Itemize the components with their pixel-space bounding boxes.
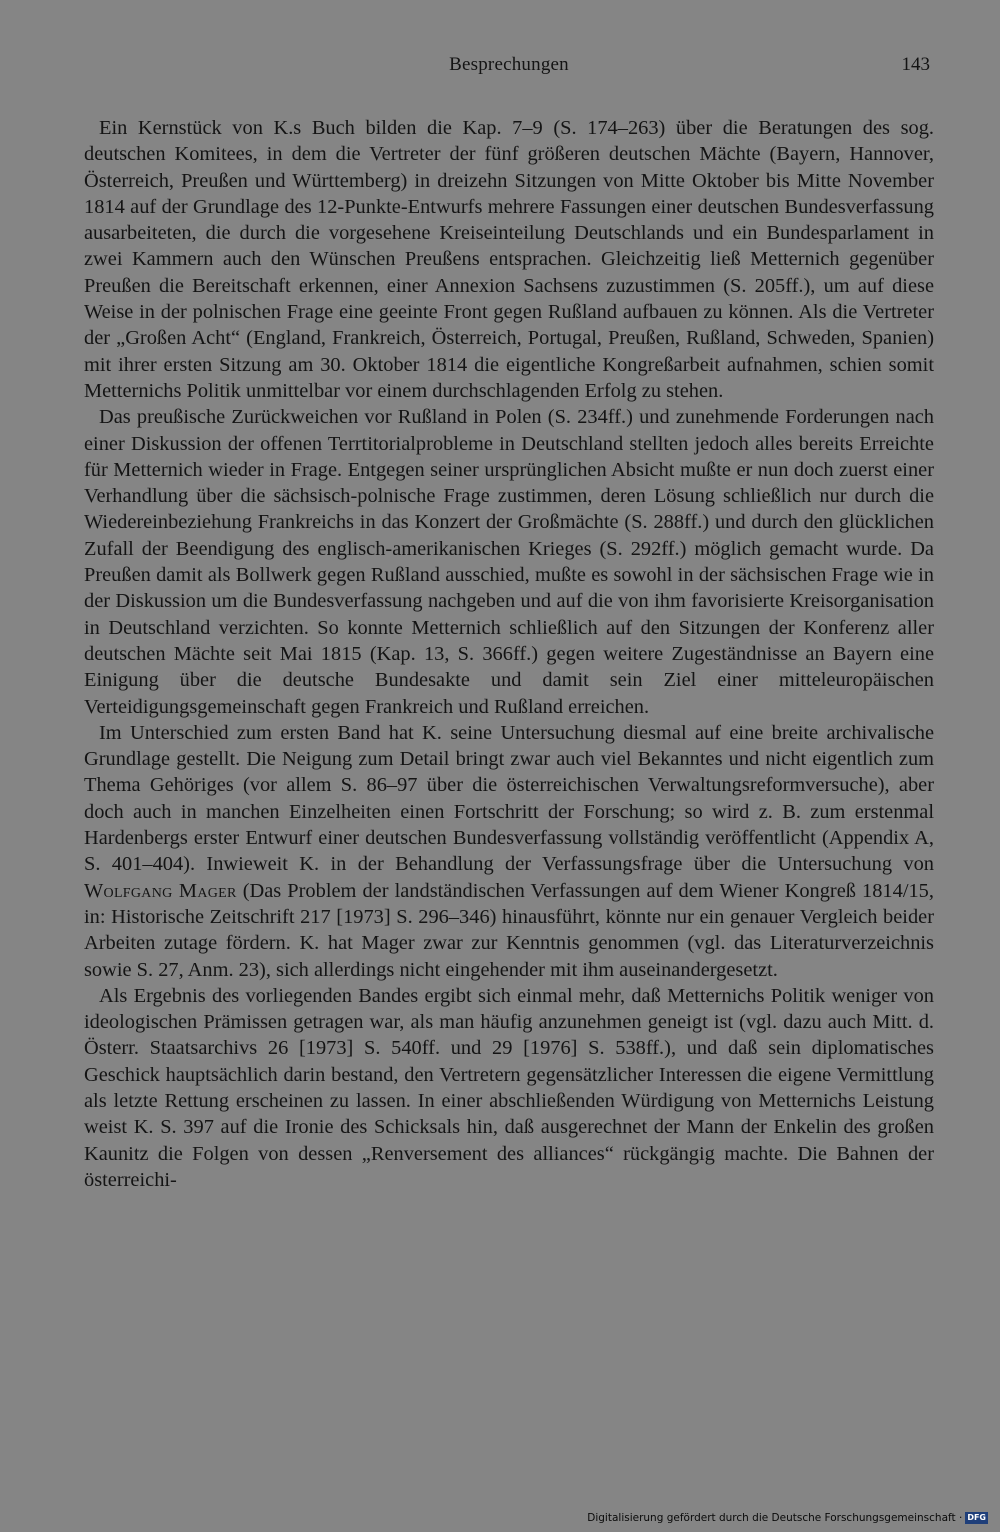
digitization-footer bbox=[587, 1512, 988, 1524]
paragraph-3-text-before: Im Unterschied zum ersten Band hat K. seine Untersuchung diesmal auf eine breite archivalische Grundlage gestellt. Die Neigung zum Detail bringt zwar auch viel Bekanntes und nicht eigentlich zum Thema Gehöriges (vor allem S. 86–97 über die österreichischen Verwaltungsreformversuche), aber doch auch in manchen Einzelheiten einen Fortschritt der Forschung; so wird z. B. zum erstenmal Hardenbergs erster Entwurf einer deutschen Bundesverfassung vollständig veröffentlicht (Appendix A, S. 401–404). Inwieweit K. in der Behandlung der Verfassungsfrage über die Untersuchung von bbox=[84, 721, 934, 876]
page-header bbox=[84, 54, 934, 84]
paragraph-2: Das preußische Zurückweichen vor Rußland in Polen (S. 234ff.) und zunehmende Forderungen nach einer Diskussion der offenen Terrtitorialprobleme in Deutschland stellten jedoch alles bereits Erreichte für Metternich wieder in Frage. Entgegen seiner ursprünglichen Absicht mußte er nun doch zuerst einer Verhandlung über die sächsisch-polnische Frage zustimmen, deren Lösung schließlich nur durch die Wiedereinbeziehung Frankreichs in das Konzert der Großmächte (S. 288ff.) und durch den glücklichen Zufall der Beendigung des englisch-amerikanischen Krieges (S. 292ff.) möglich gemacht wurde. Da Preußen damit als Bollwerk gegen Rußland ausschied, mußte es sowohl in der sächsischen Frage wie in der Diskussion um die Bundesverfassung nachgeben und auf die von ihm favorisierte Kreisorganisation in Deutschland verzichten. So konnte Metternich schließlich auf den Sitzungen der Konferenz aller deutschen Mächte seit Mai 1815 (Kap. 13, S. 366ff.) gegen weitere Zugeständnisse an Bayern eine Einigung über die deutsche Bundesakte und damit sein Ziel einer mitteleuropäischen Verteidigungsgemeinschaft gegen Frankreich und Rußland erreichen. bbox=[84, 406, 934, 718]
cited-author: Wolfgang Mager bbox=[84, 879, 237, 902]
paragraph-1: Ein Kernstück von K.s Buch bilden die Kap. 7–9 (S. 174–263) über die Beratungen des sog. deutschen Komitees, in dem die Vertreter der fünf größeren deutschen Mächte (Bayern, Hannover, Österreich, Preußen und Württemberg) in dreizehn Sitzungen von Mitte Oktober bis Mitte November 1814 auf der Grundlage des 12-Punkte-Entwurfs mehrere Fassungen einer deutschen Bundesverfassung ausarbeiteten, die durch die vorgesehene Kreiseinteilung Deutschlands und ein Bundesparlament in zwei Kammern auch den Wünschen Preußens entsprachen. Gleichzeitig ließ Metternich gegenüber Preußen die Bereitschaft erkennen, einer Annexion Sachsens zuzustimmen (S. 205ff.), um auf diese Weise in der polnischen Frage eine geeinte Front gegen Rußland aufbauen zu können. Als die Vertreter der „Großen Acht“ (England, Frankreich, Österreich, Portugal, Preußen, Rußland, Schweden, Spanien) mit ihrer ersten Sitzung am 30. Oktober 1814 die eigentliche Kongreßarbeit aufnahmen, schien somit Metternichs Politik unmittelbar vor einem durchschlagenden Erfolg zu stehen. bbox=[84, 117, 934, 402]
page-number: 143 bbox=[901, 54, 930, 75]
paragraph-3-text-after: (Das Problem der landständischen Verfassungen auf dem Wiener Kongreß 1814/15, in: Historische Zeitschrift 217 [1973] S. 296–346) hinausführt, könnte nur ein genauer Vergleich beider Arbeiten zutage fördern. K. hat Mager zwar zur Kenntnis genommen (vgl. das Literaturverzeichnis sowie S. 27, Anm. 23), sich allerdings nicht eingehender mit ihm auseinandergesetzt. bbox=[84, 879, 934, 981]
digitization-note: Digitalisierung gefördert durch die Deutsche Forschungsgemeinschaft · bbox=[587, 1512, 963, 1524]
article-body bbox=[84, 115, 934, 1193]
paragraph-4: Als Ergebnis des vorliegenden Bandes ergibt sich einmal mehr, daß Metternichs Politik weniger von ideologischen Prämissen getragen war, als man häufig anzunehmen geneigt ist (vgl. dazu auch Mitt. d. Österr. Staatsarchivs 26 [1973] S. 540ff. und 29 [1976] S. 538ff.), und daß sein diplomatisches Geschick hauptsächlich darin bestand, den Vertretern gegensätzlicher Interessen die eigene Vermittlung als letzte Rettung erscheinen zu lassen. In einer abschließenden Würdigung von Metternichs Leistung weist K. S. 397 auf die Ironie des Schicksals hin, daß ausgerechnet der Mann der Enkelin des großen Kaunitz die Folgen von dessen „Renversement des alliances“ rückgängig machte. Die Bahnen der österreichi- bbox=[84, 984, 934, 1191]
dfg-logo-icon: DFG bbox=[967, 1513, 986, 1522]
running-head: Besprechungen bbox=[449, 54, 569, 75]
paragraph-3 bbox=[84, 720, 934, 983]
